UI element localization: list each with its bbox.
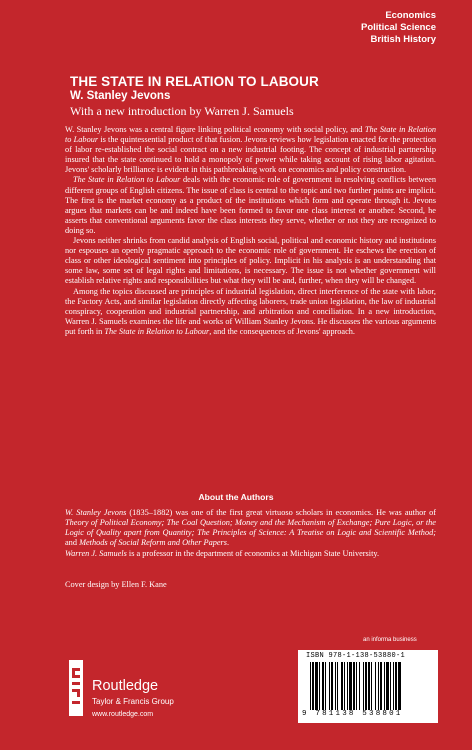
subject-categories [361,10,436,46]
routledge-logo-icon [65,660,87,716]
introduction-credit: With a new introduction by Warren J. Samuels [70,104,294,118]
description [65,125,436,337]
informa-tagline: an informa business [363,637,417,643]
subject-british-history: British History [370,34,436,45]
isbn-digits: 9 781138 538801 [302,710,403,718]
about-jevons: W. Stanley Jevons (1835–1882) was one of the first great virtuoso scholars in economics. He was author of Theory of Political Economy; The Coal Question; Money and the Mechanism of Exchange; Pure Logic, or the Logic of Quality apart from Quantity; The Principles of Science: A Treatise on Logic and Scientific Method; and Methods of Social Reform and Other Papers. [65,508,436,548]
description-paragraph: W. Stanley Jevons was a central figure linking political economy with social policy, and The State in Relation to Labour is the quintessential product of that fusion. Jevons reviews how legislation enacted for the protection of labor re-established the social contract on a new industrial footing. The concept of industrial partnership insured that the state continued to hold a monopoly of power while taking account of rising labor agitation. Jevons' scholarly brilliance is evident in this pathbreaking work on economics and policy construction. [65,125,437,175]
description-paragraph: The State in Relation to Labour deals with the economic role of government in resolving conflicts between different groups of English citizens. The issue of class is central to the topic and two further points are implicit. The first is the market economy as a product of the institutions which form and operate through it. Jevons argues that markets can be and indeed have been formed to favor one class interest or another. Second, he asserts that conventional arguments favor the class interests they serve, whether or not they are recognized to doing so. [65,175,436,235]
about-samuels: Warren J. Samuels is a professor in the department of economics at Michigan State University. [65,549,380,559]
publisher-url[interactable]: www.routledge.com [92,711,154,718]
publisher-group: Taylor & Francis Group [92,697,174,706]
isbn-label: ISBN 978-1-138-53880-1 [306,652,406,660]
description-paragraph: Among the topics discussed are principles of industrial legislation, direct interference of the state with labor, the Factory Acts, and similar legislation directly affecting laborers, trade union legislation, the law of industrial conspiracy, cooperation and industrial partnership, and arbitration and conciliation. In a new introduction, Warren J. Samuels examines the life and works of William Stanley Jevons. He discusses the various arguments put forth in The State in Relation to Labour, and the consequences of Jevons' approach. [65,286,436,336]
cover-credit: Cover design by Ellen F. Kane [65,580,167,589]
book-author: W. Stanley Jevons [70,90,171,102]
isbn-barcode [298,650,438,723]
book-title: THE STATE IN RELATION TO LABOUR [70,74,319,89]
about-authors-heading: About the Authors [198,492,274,502]
subject-economics: Economics [385,10,436,21]
subject-political-science: Political Science [361,22,436,33]
barcode-icon [310,662,432,710]
about-authors [65,508,436,559]
publisher-name: Routledge [92,678,159,694]
description-paragraph: Jevons neither shrinks from candid analysis of English social, political and economic history and institutions nor espouses an openly pragmatic approach to the economic role of government. He eschews the erection of class or other ideological sentiment into principles of policy. Implicit in his analysis is an understanding that some law, some set of legal rights and limitations, is necessary. The issue is not whether government will establish relative rights and responsibilities but what they will be and, further, when they will be changed. [65,236,436,286]
